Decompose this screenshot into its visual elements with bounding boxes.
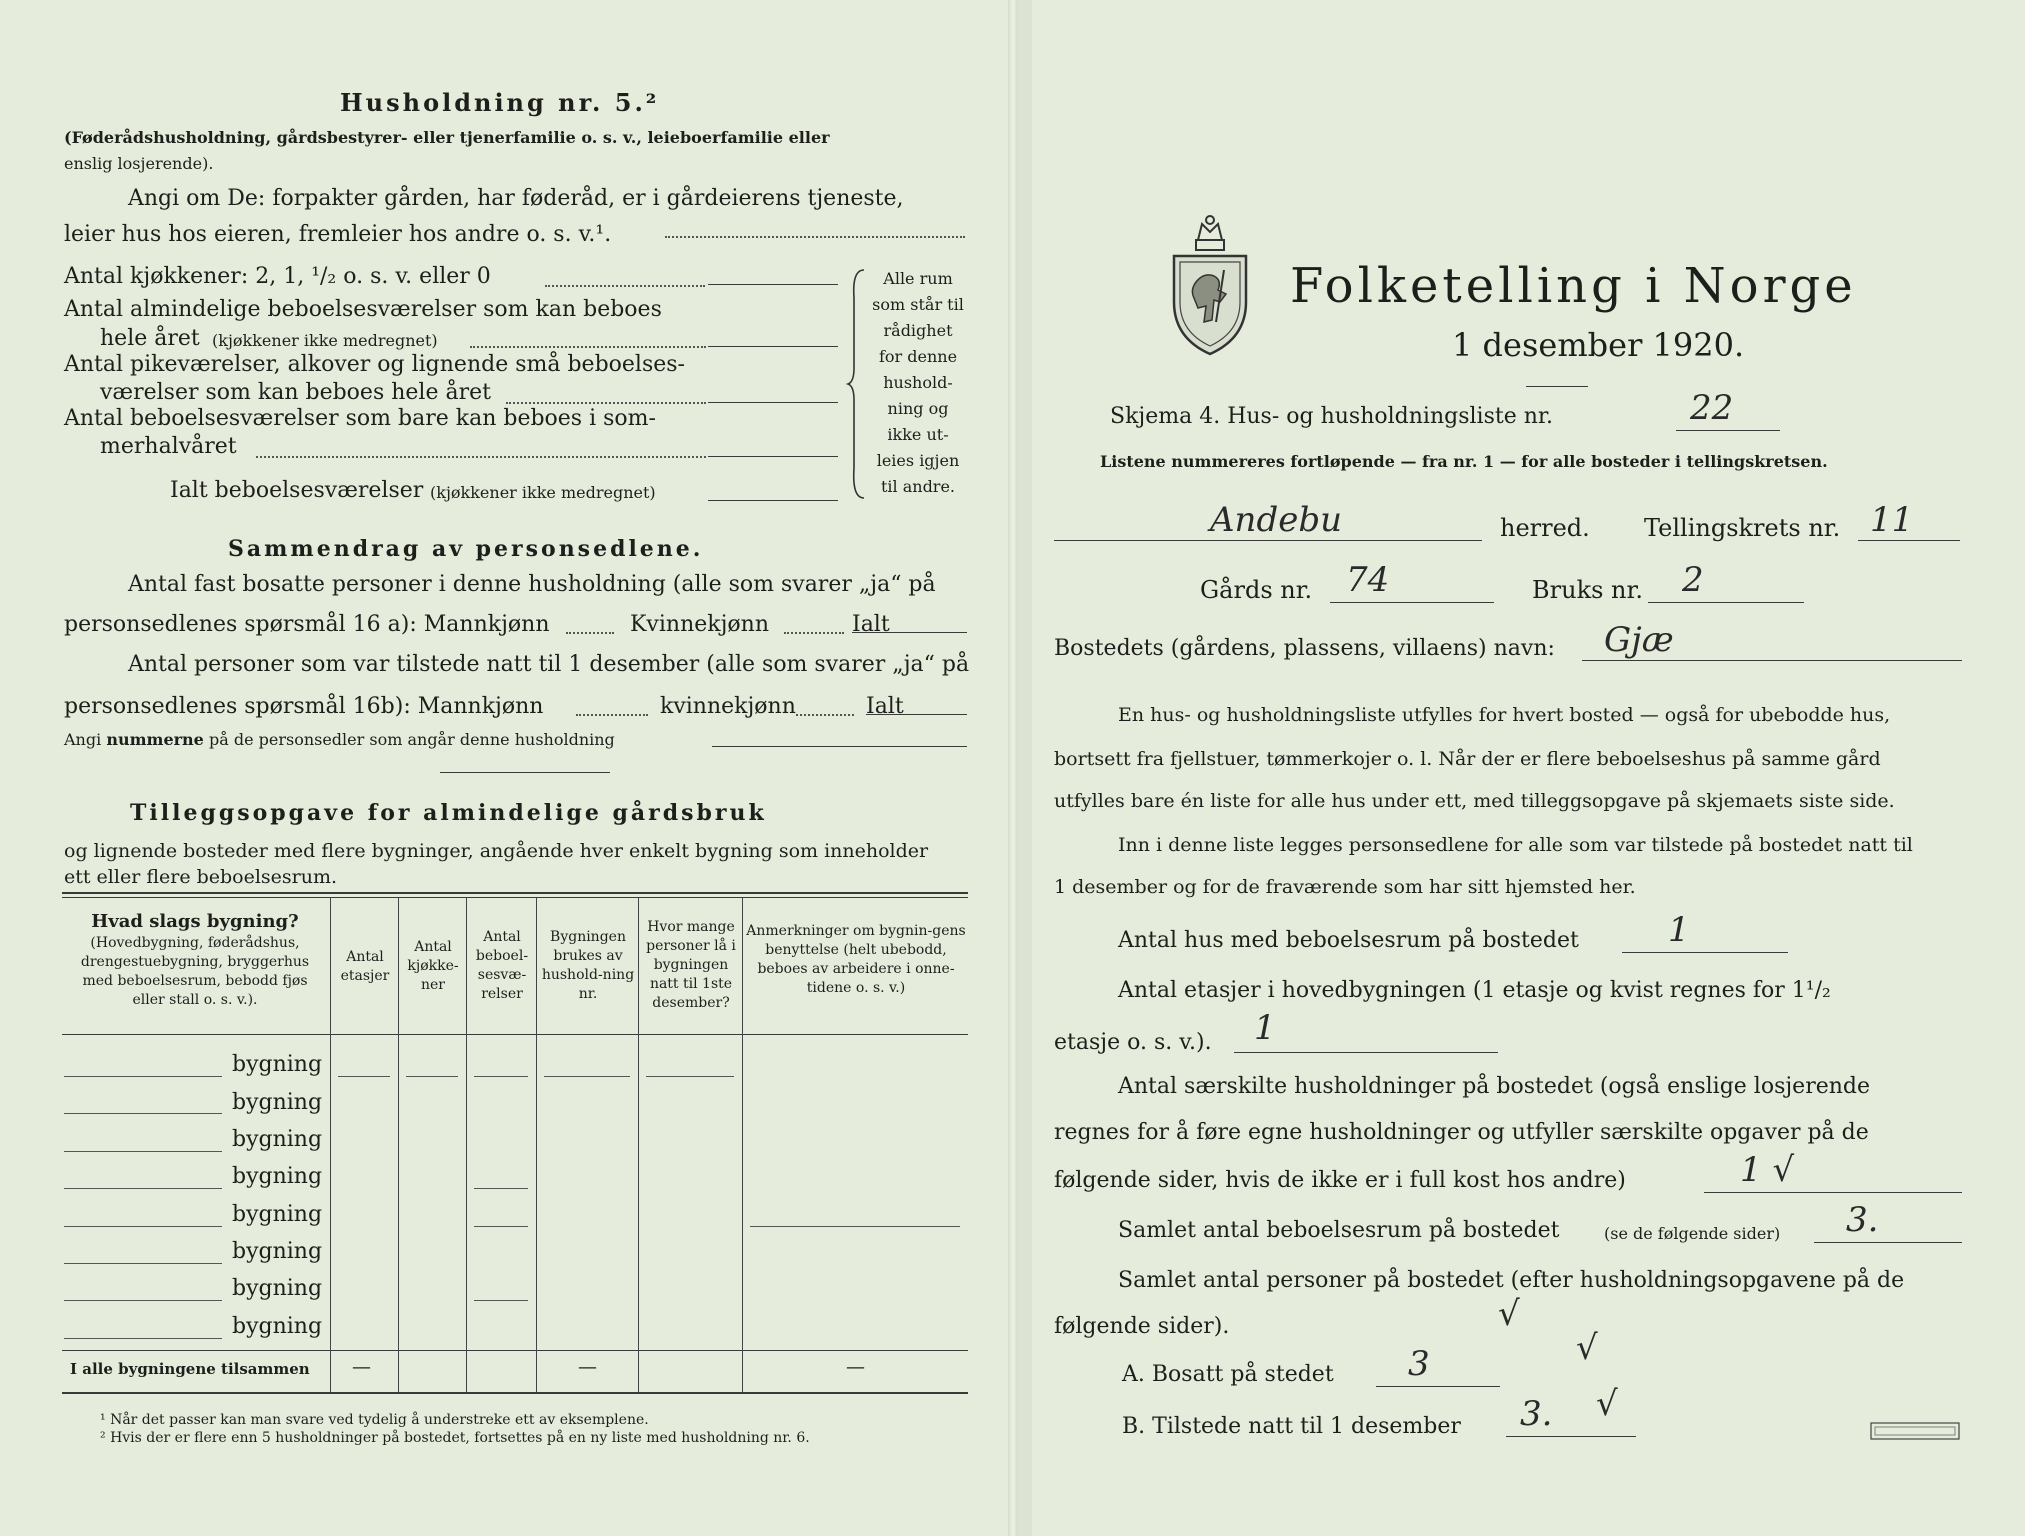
tillegg-line-1: og lignende bosteder med flere bygninger, angående hver enkelt bygning som inneholder xyxy=(64,840,929,862)
samlet-rom-value: 3. xyxy=(1846,1200,1879,1240)
ialt-rom: Ialt beboelsesværelser xyxy=(170,478,424,503)
antal-kjokkener: Antal kjøkkener: 2, 1, ¹/₂ o. s. v. eller 0 xyxy=(64,264,491,289)
tilst-ialt-line xyxy=(866,714,967,715)
table-row-fill xyxy=(64,1188,222,1189)
fast-ialt-line xyxy=(852,632,967,633)
antal-pike-1: Antal pikeværelser, alkover og lignende små beboelses- xyxy=(64,352,685,377)
ialt-rom-answer-line xyxy=(708,500,838,501)
table-row-fill xyxy=(64,1151,222,1152)
table-row-label: bygning xyxy=(232,1127,323,1152)
table-bottom-rule xyxy=(62,1392,968,1394)
table-total-dash: — xyxy=(352,1356,371,1378)
ialt-rom-small: (kjøkkener ikke medregnet) xyxy=(430,483,656,502)
household-note: (Føderådshusholdning, gårdsbestyrer- eller tjenerfamilie o. s. v., leieboerfamilie eller xyxy=(64,128,830,147)
bosatt-value: 3 xyxy=(1408,1344,1430,1384)
table-row-fill xyxy=(64,1226,222,1227)
table-cell-line xyxy=(338,1076,390,1077)
samlet-pers-line-1: Samlet antal personer på bostedet (efter husholdningsopgavene på de xyxy=(1118,1268,1905,1293)
brace-note-line: for denne xyxy=(878,347,958,366)
tilst-mann-dots xyxy=(576,714,648,716)
footnote-2: ² Hvis der er flere enn 5 husholdninger på bostedet, fortsettes på en ny liste med husholdning nr. 6. xyxy=(100,1430,810,1446)
table-col-divider xyxy=(536,898,537,1392)
table-row-label: bygning xyxy=(232,1276,323,1301)
table-row-fill xyxy=(64,1338,222,1339)
brace-note-line: til andre. xyxy=(880,477,956,496)
tilstede-check: √ xyxy=(1596,1384,1618,1424)
page-fold xyxy=(1008,0,1018,1536)
table-col-divider xyxy=(330,898,331,1392)
table-row-fill xyxy=(64,1076,222,1077)
samlet-pers-check: √ xyxy=(1498,1294,1520,1334)
table-col-divider xyxy=(466,898,467,1392)
brace-note-line: som står til xyxy=(872,295,964,314)
bruks-value: 2 xyxy=(1682,560,1704,600)
table-cell-line xyxy=(750,1226,960,1227)
antal-alm-2: hele året xyxy=(100,326,200,351)
sarskilte-line-2: regnes for å føre egne husholdninger og utfyller særskilte opgaver på de xyxy=(1054,1120,1869,1145)
table-header-building xyxy=(66,910,324,1010)
tilstede-line xyxy=(1506,1436,1636,1437)
tilstede-value: 3. xyxy=(1520,1394,1553,1434)
sarskilte-line-3: følgende sider, hvis de ikke er i full kost hos andre) xyxy=(1054,1168,1626,1193)
brace-note-line: hushold- xyxy=(883,373,953,392)
herred-label: herred. xyxy=(1500,514,1590,542)
form-title: Folketelling i Norge xyxy=(1290,258,1857,314)
brace-note-line: rådighet xyxy=(883,321,953,340)
table-cell-line xyxy=(406,1076,458,1077)
samlet-rom-small: (se de følgende sider) xyxy=(1604,1224,1781,1243)
tellingskrets-value: 11 xyxy=(1870,500,1914,540)
bruks-line xyxy=(1648,602,1804,603)
sarskilte-line xyxy=(1704,1192,1962,1193)
table-row-fill xyxy=(64,1263,222,1264)
para2-line-1: Inn i denne liste legges personsedlene for alle som var tilstede på bostedet natt til xyxy=(1118,834,1913,856)
herred-line xyxy=(1054,540,1482,541)
sammendrag-title: Sammendrag av personsedlene. xyxy=(228,536,704,562)
bosted-value: Gjæ xyxy=(1604,620,1674,660)
angi-line-1: Angi om De: forpakter gården, har føderåd, er i gårdeierens tjeneste, xyxy=(128,186,904,211)
bosted-label: Bostedets (gårdens, plassens, villaens) navn: xyxy=(1054,636,1555,661)
brace-icon xyxy=(846,268,868,500)
tilst-kvinne-dots xyxy=(796,714,854,716)
tellingskrets-label: Tellingskrets nr. xyxy=(1644,514,1841,542)
table-cell-line xyxy=(646,1076,734,1077)
etasjer-line-2: etasje o. s. v.). xyxy=(1054,1030,1212,1055)
table-cell-line xyxy=(544,1076,630,1077)
table-top-rule xyxy=(62,892,968,894)
herred-value: Andebu xyxy=(1210,500,1342,540)
kjokkener-dots xyxy=(545,285,705,287)
etasjer-value: 1 xyxy=(1254,1008,1276,1048)
antal-alm-1: Antal almindelige beboelsesværelser som kan beboes xyxy=(64,297,662,322)
table-cell-line xyxy=(474,1076,528,1077)
hus-label: Antal hus med beboelsesrum på bostedet xyxy=(1118,928,1579,953)
tillegg-line-2: ett eller flere beboelsesrum. xyxy=(64,866,338,888)
fast-line-1: Antal fast bosatte personer i denne husholdning (alle som svarer „ja“ på xyxy=(128,572,936,597)
table-cell-line xyxy=(474,1188,528,1189)
table-col-divider xyxy=(742,898,743,1392)
fast-mann-dots xyxy=(566,632,614,634)
table-row-fill xyxy=(64,1113,222,1114)
bruks-label: Bruks nr. xyxy=(1532,576,1643,604)
table-cell-line xyxy=(474,1300,528,1301)
antal-som-1: Antal beboelsesværelser som bare kan beboes i som- xyxy=(64,406,656,431)
household-note-2: enslig losjerende). xyxy=(64,154,214,173)
tillegg-title: Tilleggsopgave for almindelige gårdsbruk xyxy=(130,800,767,826)
table-header-personer: Hvor mange personer lå i bygningen natt til 1ste desember? xyxy=(646,919,736,1011)
table-row-label: bygning xyxy=(232,1164,323,1189)
bosatt-label: A. Bosatt på stedet xyxy=(1122,1362,1334,1387)
angi-nr-rest: på de personsedler som angår denne husholdning xyxy=(208,730,615,749)
fast-line-2: personsedlenes spørsmål 16 a): Mannkjønn xyxy=(64,612,550,637)
table-header-building-title: Hvad slags bygning? xyxy=(91,911,299,932)
angi-nr-word: Angi xyxy=(64,730,102,749)
table-header-rule xyxy=(62,1034,968,1035)
table-header-building-desc: (Hovedbygning, føderådshus, drengestuebygning, bryggerhus med beboelsesrum, bebodd fjøs eller stall o. s. v.). xyxy=(80,935,310,1008)
skjema-number: 22 xyxy=(1690,388,1734,428)
listene-note: Listene nummereres fortløpende — fra nr. 1 — for alle bosteder i tellingskretsen. xyxy=(1100,452,1828,471)
table-header-etasjer: Antal etasjer xyxy=(340,949,390,984)
brace-note xyxy=(868,266,968,500)
sarskilte-line-1: Antal særskilte husholdninger på bostedet (også enslige losjerende xyxy=(1118,1074,1871,1099)
angi-nr-bold: nummerne xyxy=(106,730,204,749)
table-header-anmerkninger: Anmerkninger om bygnin-gens benyttelse (helt ubebodd, beboes av arbeidere i onne-tidene o. s. v.) xyxy=(746,923,966,996)
tilst-line-1: Antal personer som var tilstede natt til 1 desember (alle som svarer „ja“ på xyxy=(128,652,970,677)
brace-note-line: ikke ut- xyxy=(887,425,949,444)
alm-answer-line xyxy=(708,346,838,347)
table-top-rule-2 xyxy=(62,897,968,898)
table-row-label: bygning xyxy=(232,1202,323,1227)
gards-label: Gårds nr. xyxy=(1200,576,1313,604)
gards-line xyxy=(1330,602,1494,603)
fast-ialt-label: Ialt xyxy=(852,612,890,637)
samlet-rom-label: Samlet antal beboelsesrum på bostedet xyxy=(1118,1218,1560,1243)
table-row-label: bygning xyxy=(232,1090,323,1115)
table-row-label: bygning xyxy=(232,1314,323,1339)
para1-line-1: En hus- og husholdningsliste utfylles for hvert bosted — også for ubebodde hus, xyxy=(1118,704,1891,726)
tellingskrets-line xyxy=(1858,540,1960,541)
title-divider xyxy=(1526,386,1588,387)
hus-value: 1 xyxy=(1668,910,1690,950)
angi-fill xyxy=(665,236,965,238)
bosatt-line xyxy=(1376,1386,1500,1387)
samlet-pers-line-2: følgende sider). xyxy=(1054,1314,1230,1339)
sarskilte-value: 1 √ xyxy=(1740,1150,1795,1190)
hus-line xyxy=(1622,952,1788,953)
bosatt-check: √ xyxy=(1576,1328,1598,1368)
antal-alm-2-small: (kjøkkener ikke medregnet) xyxy=(212,331,438,350)
table-row-label: bygning xyxy=(232,1052,323,1077)
bosted-line xyxy=(1582,660,1962,661)
som-answer-line xyxy=(708,456,838,457)
tilstede-label: B. Tilstede natt til 1 desember xyxy=(1122,1414,1461,1439)
table-col-divider xyxy=(638,898,639,1392)
gards-value: 74 xyxy=(1346,560,1390,600)
table-total-label: I alle bygningene tilsammen xyxy=(70,1360,310,1378)
table-header-kjokkener: Antal kjøkke-ner xyxy=(407,939,459,993)
table-cell-line xyxy=(474,1226,528,1227)
angi-nummerne xyxy=(64,730,615,749)
tilst-ialt-label: Ialt xyxy=(866,694,904,719)
para1-line-3: utfylles bare én liste for alle hus under ett, med tilleggsopgave på skjemaets siste side. xyxy=(1054,790,1895,812)
para2-line-2: 1 desember og for de fraværende som har sitt hjemsted her. xyxy=(1054,876,1636,898)
para1-line-2: bortsett fra fjellstuer, tømmerkojer o. l. Når der er flere beboelseshus på samme gård xyxy=(1054,748,1881,770)
alm-dots xyxy=(470,346,706,348)
printer-stamp-icon xyxy=(1870,1422,1960,1440)
norway-coat-of-arms-icon xyxy=(1168,210,1252,358)
section-divider xyxy=(440,772,610,773)
tilst-kvinne-label: kvinnekjønn xyxy=(660,694,796,719)
household-title: Husholdning nr. 5.² xyxy=(340,88,660,117)
table-header-rom: Antal beboel-sesvæ-relser xyxy=(475,929,529,1002)
angi-nummerne-line xyxy=(712,746,967,747)
antal-som-2: merhalvåret xyxy=(100,434,237,459)
etasjer-line xyxy=(1234,1052,1498,1053)
angi-line-2: leier hus hos eieren, fremleier hos andre o. s. v.¹. xyxy=(64,222,612,247)
brace-note-line: Alle rum xyxy=(883,269,953,288)
tilst-line-2: personsedlenes spørsmål 16b): Mannkjønn xyxy=(64,694,544,719)
pike-dots xyxy=(506,402,706,404)
table-header-husholdning: Bygningen brukes av hushold-ning nr. xyxy=(541,929,635,1002)
form-date: 1 desember 1920. xyxy=(1452,326,1745,364)
antal-pike-2: værelser som kan beboes hele året xyxy=(100,380,491,405)
table-row-label: bygning xyxy=(232,1239,323,1264)
pike-answer-line xyxy=(708,402,838,403)
brace-note-line: ning og xyxy=(887,399,949,418)
skjema-label: Skjema 4. Hus- og husholdningsliste nr. xyxy=(1110,404,1553,429)
table-total-dash: — xyxy=(846,1356,865,1378)
table-col-divider xyxy=(398,898,399,1392)
etasjer-line-1: Antal etasjer i hovedbygningen (1 etasje og kvist regnes for 1¹/₂ xyxy=(1118,978,1831,1003)
table-total-rule xyxy=(62,1350,968,1351)
fast-kvinne-label: Kvinnekjønn xyxy=(630,612,769,637)
kjokkener-answer-line xyxy=(708,284,838,285)
footnote-1: ¹ Når det passer kan man svare ved tydelig å understreke ett av eksemplene. xyxy=(100,1412,649,1428)
table-row-fill xyxy=(64,1300,222,1301)
fast-kvinne-dots xyxy=(784,632,844,634)
som-dots xyxy=(256,456,706,458)
brace-note-line: leies igjen xyxy=(876,451,960,470)
table-total-dash: — xyxy=(578,1356,597,1378)
skjema-number-line xyxy=(1676,430,1780,431)
samlet-rom-line xyxy=(1814,1242,1962,1243)
sheet-edge xyxy=(1018,0,1032,1536)
